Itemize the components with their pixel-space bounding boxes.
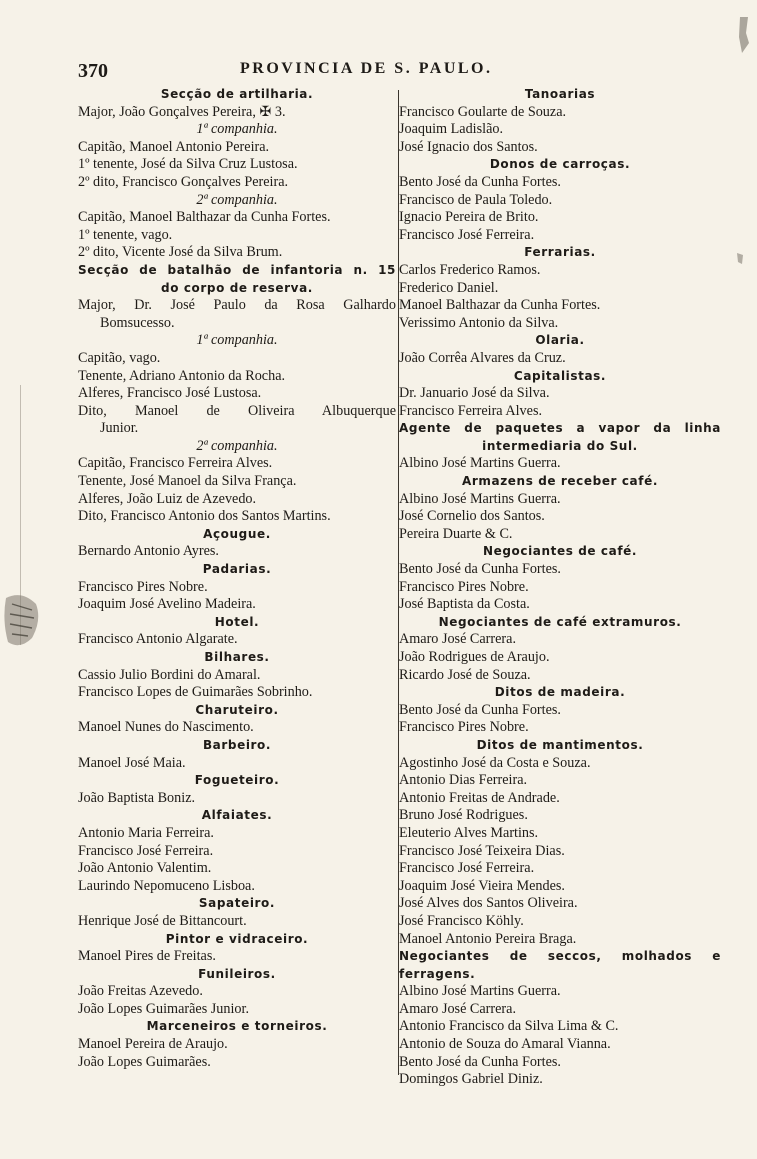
entry-line: Capitão, Manoel Antonio Pereira.	[78, 138, 270, 155]
entry-line: Manoel Nunes do Nascimento.	[78, 719, 254, 736]
entry-line: Alferes, João Luiz de Azevedo.	[78, 490, 257, 507]
entry-line: Manoel José Maia.	[78, 754, 186, 771]
entry-line: Francisco Pires Nobre.	[78, 578, 208, 595]
entry-line: Francisco José Teixeira Dias.	[399, 842, 565, 859]
entry-line: Francisco Pires Nobre.	[399, 719, 529, 736]
section-heading: Charuteiro.	[195, 702, 279, 717]
right-column	[399, 86, 721, 1089]
entry-line: Laurindo Nepomuceno Lisboa.	[78, 877, 255, 894]
entry-line: Albino José Martins Guerra.	[399, 983, 561, 1000]
section-heading: Secção de batalhão de infantoria n. 15	[78, 262, 396, 277]
entry-line: José Baptista da Costa.	[399, 596, 530, 613]
company-subheading: 1ª companhia.	[196, 332, 278, 349]
section-heading: Hotel.	[214, 614, 260, 629]
entry-line: Bernardo Antonio Ayres.	[78, 543, 219, 560]
entry-line: 1º tenente, José da Silva Cruz Lustosa.	[78, 156, 298, 173]
entry-line: Francisco José Ferreira.	[78, 842, 214, 859]
entry-line: Dito, Manoel de Oliveira Albuquerque	[78, 402, 396, 419]
entry-line: José Francisco Köhly.	[399, 912, 524, 929]
entry-line: Francisco José Ferreira.	[399, 860, 535, 877]
section-heading: Padarias.	[202, 562, 272, 577]
entry-line: Dito, Francisco Antonio dos Santos Martins.	[78, 508, 331, 525]
entry-line: João Antonio Valentim.	[78, 860, 212, 877]
entry-line: Cassio Julio Bordini do Amaral.	[78, 666, 261, 683]
entry-line: Dr. Januario José da Silva.	[399, 385, 550, 402]
entry-line: Major, João Gonçalves Pereira, ✠ 3.	[78, 103, 286, 120]
entry-line: Antonio Freitas de Andrade.	[399, 789, 560, 806]
entry-line: Manoel Pires de Freitas.	[78, 948, 216, 965]
section-heading: Donos de carroças.	[489, 157, 631, 172]
entry-line: Ignacio Pereira de Brito.	[399, 209, 539, 226]
entry-line: Francisco Lopes de Guimarães Sobrinho.	[78, 684, 313, 701]
entry-line: João Corrêa Alvares da Cruz.	[399, 349, 566, 366]
entry-line: Manoel Pereira de Araujo.	[78, 1036, 228, 1053]
section-heading: Capitalistas.	[513, 368, 607, 383]
binding-stain-icon	[2, 590, 42, 650]
entry-line: Joaquim José Vieira Mendes.	[399, 877, 565, 894]
entry-line: Albino José Martins Guerra.	[399, 455, 561, 472]
entry-line: 1º tenente, vago.	[78, 226, 173, 243]
company-subheading: 2ª companhia.	[196, 191, 278, 208]
section-heading: Fogueteiro.	[194, 773, 280, 788]
margin-speck-icon	[735, 252, 745, 266]
entry-line: Ricardo José de Souza.	[399, 666, 531, 683]
entry-line: Eleuterio Alves Martins.	[399, 824, 539, 841]
section-heading: Negociantes de café.	[482, 544, 638, 559]
entry-line: Bento José da Cunha Fortes.	[399, 173, 561, 190]
page-number: 370	[78, 60, 108, 82]
entry-line: Tenente, José Manoel da Silva França.	[78, 473, 297, 490]
entry-line: José Alves dos Santos Oliveira.	[399, 895, 578, 912]
company-subheading: 1ª companhia.	[196, 121, 278, 138]
section-heading: Agente de paquetes a vapor da linha	[399, 421, 721, 436]
entry-line: Francisco de Paula Toledo.	[399, 191, 553, 208]
entry-line: João Rodrigues de Araujo.	[399, 649, 550, 665]
entry-line: Joaquim José Avelino Madeira.	[78, 596, 256, 613]
entry-line: Capitão, Manoel Balthazar da Cunha Fortes.	[78, 209, 331, 226]
entry-line: Major, Dr. José Paulo da Rosa Galhardo	[78, 297, 396, 314]
entry-line: Verissimo Antonio da Silva.	[399, 314, 559, 331]
entry-line: Junior.	[100, 420, 139, 437]
entry-line: Agostinho José da Costa e Souza.	[399, 754, 591, 771]
entry-line: Bento José da Cunha Fortes.	[399, 1053, 561, 1070]
entry-line: João Freitas Azevedo.	[78, 983, 203, 1000]
section-heading: Bilhares.	[204, 650, 270, 664]
section-heading: Negociantes de café extramuros.	[438, 614, 682, 629]
entry-line: Frederico Daniel.	[399, 279, 499, 296]
section-heading: Ditos de madeira.	[494, 685, 626, 700]
section-heading: Olaria.	[535, 333, 585, 348]
section-heading: Tanoarias	[524, 87, 596, 101]
entry-line: Antonio de Souza do Amaral Vianna.	[399, 1036, 611, 1053]
entry-line: Amaro José Carrera.	[399, 1000, 516, 1017]
entry-line: Capitão, vago.	[78, 349, 161, 366]
left-column	[78, 86, 396, 1071]
section-heading: Pintor e vidraceiro.	[165, 931, 309, 946]
entry-line: 2º dito, Vicente José da Silva Brum.	[78, 244, 283, 261]
section-heading: Funileiros.	[198, 966, 276, 981]
section-heading: Açougue.	[203, 526, 271, 541]
entry-line: Antonio Dias Ferreira.	[399, 772, 528, 789]
entry-line: 2º dito, Francisco Gonçalves Pereira.	[78, 173, 289, 190]
entry-line: Bento José da Cunha Fortes.	[399, 561, 561, 578]
entry-line: Henrique José de Bittancourt.	[78, 912, 247, 929]
entry-line: Francisco Ferreira Alves.	[399, 402, 543, 419]
section-heading: do corpo de reserva.	[161, 280, 313, 295]
entry-line: Domingos Gabriel Diniz.	[399, 1071, 543, 1088]
section-heading: Ditos de mantimentos.	[476, 737, 644, 752]
entry-line: Bento José da Cunha Fortes.	[399, 701, 561, 718]
entry-line: João Lopes Guimarães Junior.	[78, 1000, 250, 1017]
entry-line: Antonio Francisco da Silva Lima & C.	[399, 1018, 619, 1035]
section-heading: intermediaria do Sul.	[482, 438, 638, 453]
entry-line: Manoel Antonio Pereira Braga.	[399, 930, 577, 947]
entry-line: Carlos Frederico Ramos.	[399, 261, 541, 278]
entry-line: Antonio Maria Ferreira.	[78, 824, 214, 841]
section-heading: Negociantes de seccos, molhados e ferragens.	[399, 949, 721, 981]
entry-line: Pereira Duarte & C.	[399, 525, 513, 542]
section-heading: Secção de artilharia.	[160, 87, 314, 101]
entry-line: Bomsucesso.	[100, 314, 175, 331]
section-heading: Alfaiates.	[201, 808, 273, 823]
running-head: PROVINCIA DE S. PAULO.	[240, 60, 493, 77]
entry-line: Capitão, Francisco Ferreira Alves.	[78, 455, 273, 472]
section-heading: Sapateiro.	[198, 896, 276, 911]
entry-line: Francisco Antonio Algarate.	[78, 631, 238, 648]
entry-line: Francisco Goularte de Souza.	[399, 103, 567, 120]
entry-line: Alferes, Francisco José Lustosa.	[78, 385, 262, 402]
entry-line: Manoel Balthazar da Cunha Fortes.	[399, 297, 601, 314]
section-heading: Barbeiro.	[202, 737, 272, 752]
entry-line: João Baptista Boniz.	[78, 789, 196, 806]
section-heading: Armazens de receber café.	[462, 474, 658, 489]
entry-line: Joaquim Ladislão.	[399, 121, 504, 138]
company-subheading: 2ª companhia.	[196, 437, 278, 454]
entry-line: João Lopes Guimarães.	[78, 1053, 211, 1070]
section-heading: Marceneiros e torneiros.	[146, 1019, 328, 1034]
entry-line: Francisco Pires Nobre.	[399, 578, 529, 595]
entry-line: Amaro José Carrera.	[399, 631, 516, 648]
section-heading: Ferrarias.	[524, 245, 596, 260]
corner-smudge-icon	[736, 15, 752, 55]
entry-line: Albino José Martins Guerra.	[399, 490, 561, 507]
entry-line: Tenente, Adriano Antonio da Rocha.	[78, 367, 286, 384]
entry-line: José Ignacio dos Santos.	[399, 138, 538, 155]
entry-line: Francisco José Ferreira.	[399, 226, 535, 243]
entry-line: Bruno José Rodrigues.	[399, 807, 528, 824]
entry-line: José Cornelio dos Santos.	[399, 508, 545, 525]
